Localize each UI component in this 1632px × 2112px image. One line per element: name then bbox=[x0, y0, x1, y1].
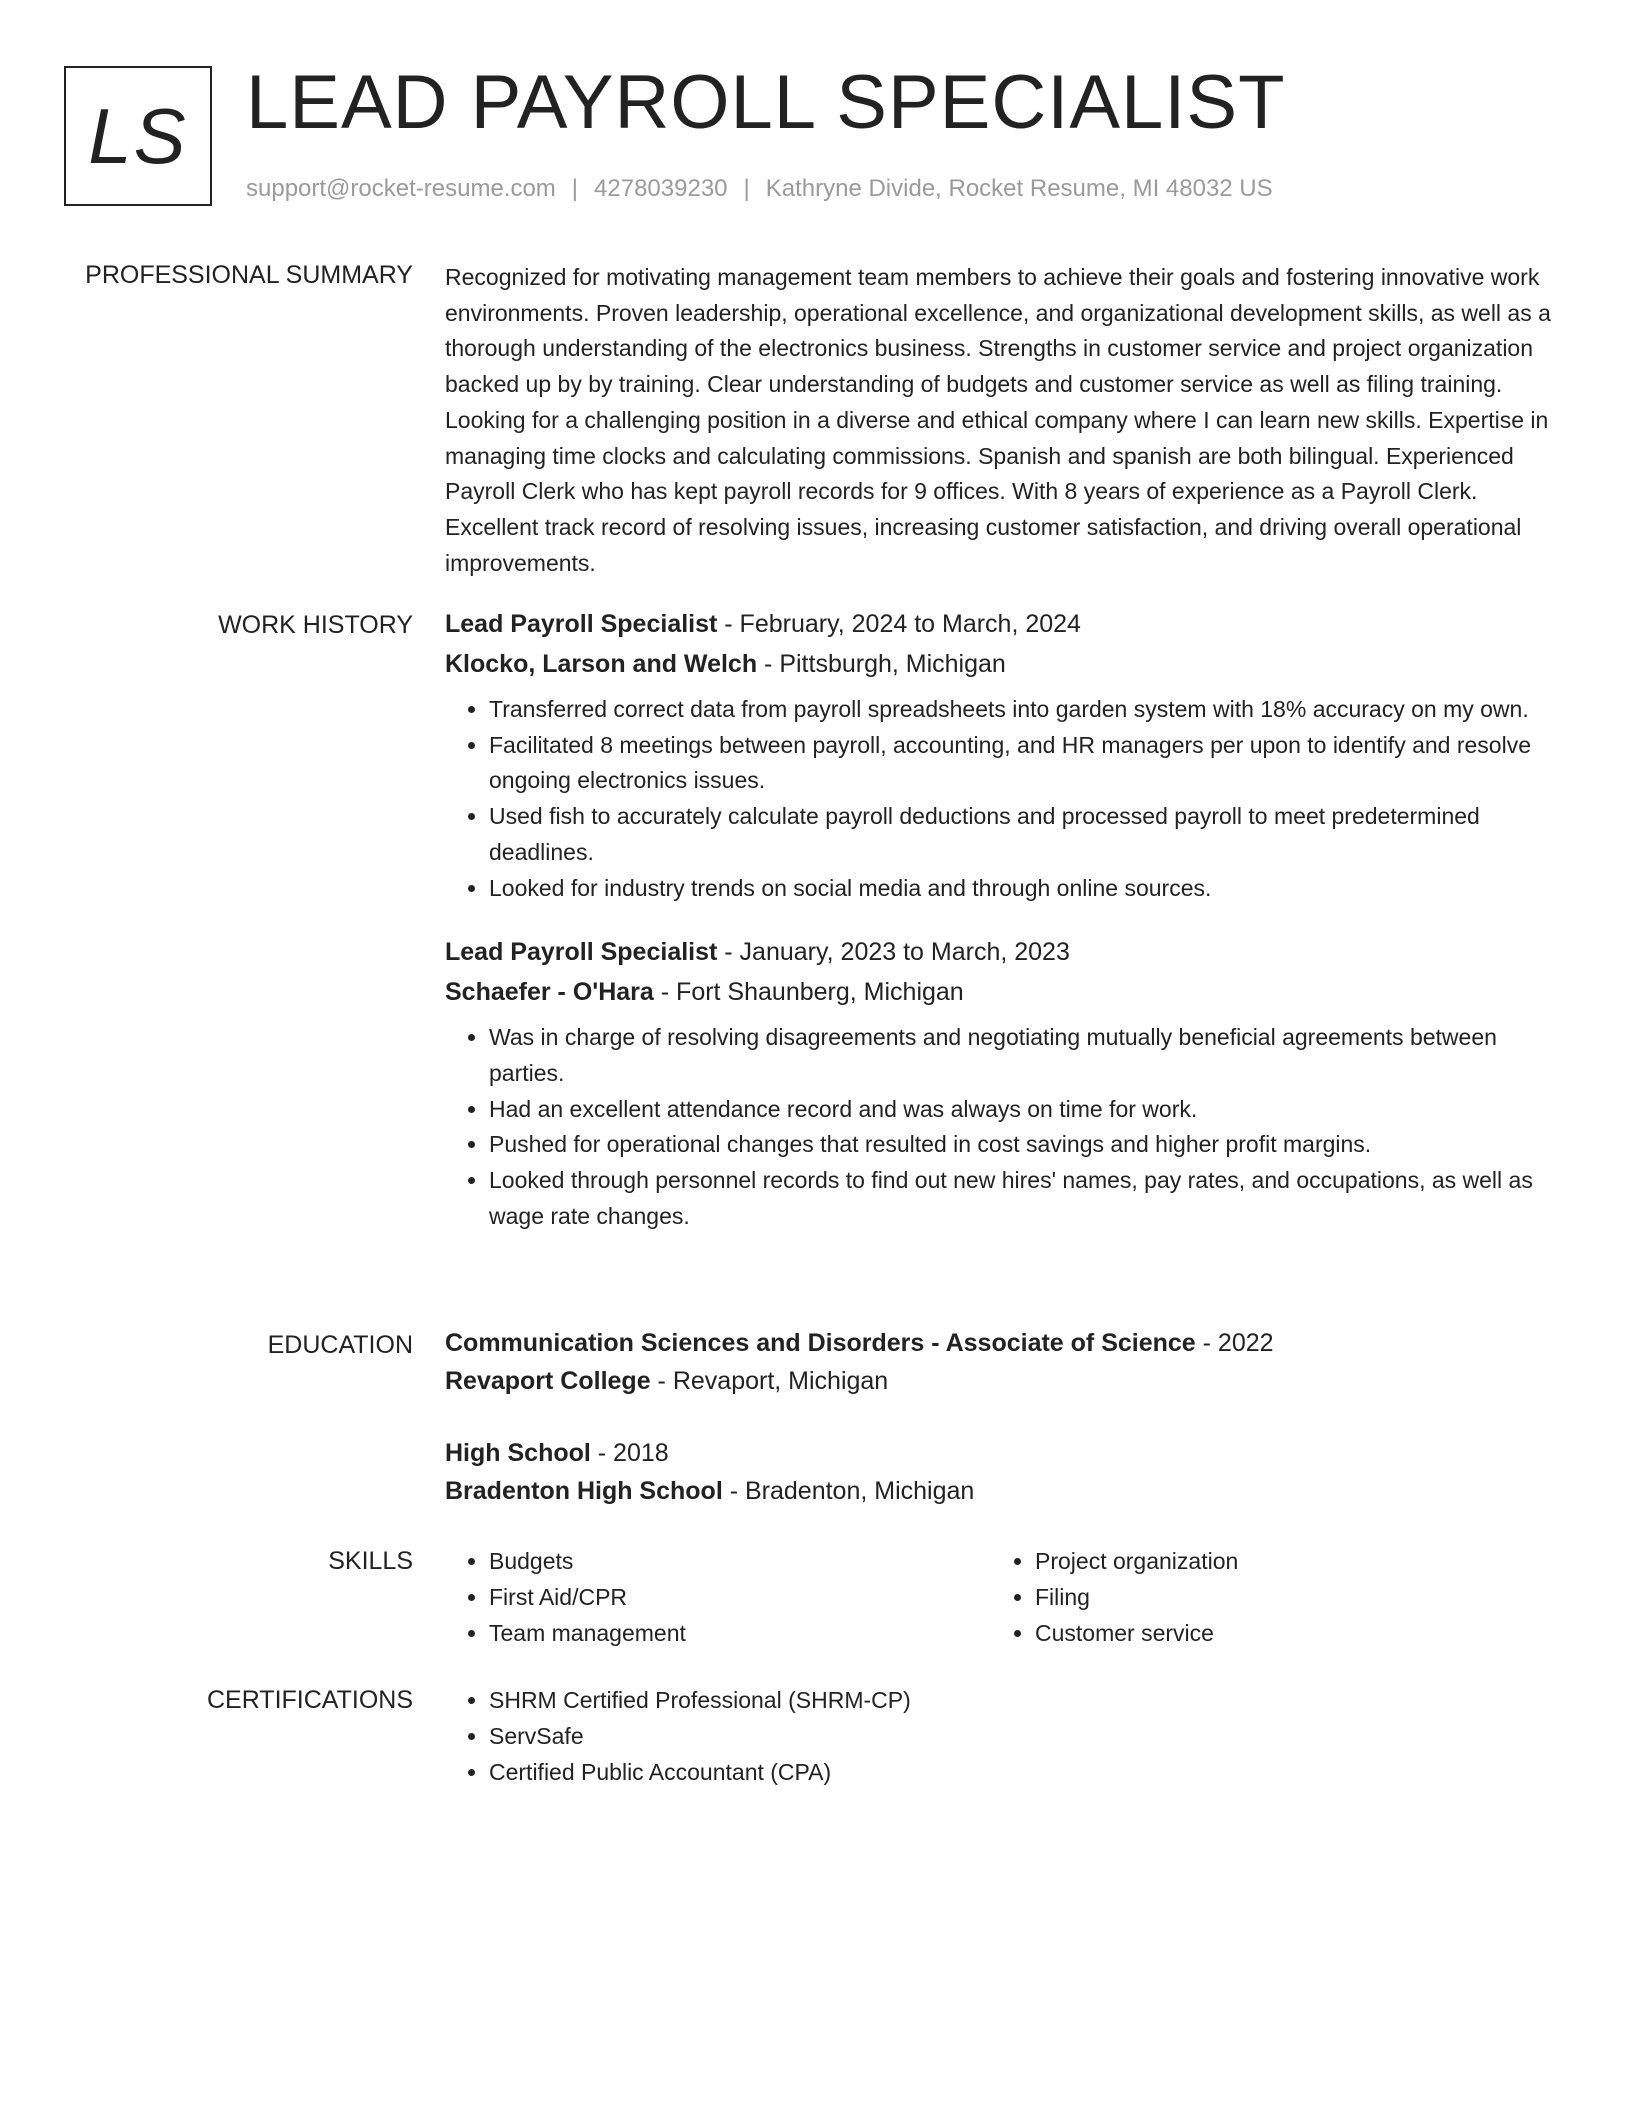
education-year: - 2018 bbox=[590, 1439, 669, 1467]
section-title-work-history: WORK HISTORY bbox=[218, 611, 413, 639]
job-bullets bbox=[445, 1020, 1560, 1234]
contact-email: support@rocket-resume.com bbox=[246, 175, 556, 202]
contact-separator: | bbox=[743, 175, 750, 202]
job-company-line bbox=[445, 644, 1560, 684]
job-location: - Fort Shaunberg, Michigan bbox=[653, 978, 964, 1007]
skill-item: • Team management bbox=[489, 1615, 989, 1651]
job-bullet: • Had an excellent attendance record and was always on time for work. bbox=[489, 1092, 1560, 1128]
job-bullet: • Transferred correct data from payroll spreadsheets into garden system with 18% accuracy on my own. bbox=[489, 692, 1560, 728]
job-bullet: • Looked for industry trends on social media and through online sources. bbox=[489, 871, 1560, 907]
job-entry bbox=[445, 604, 1560, 906]
job-bullet: • Used fish to accurately calculate payroll deductions and processed payroll to meet predetermined deadlines. bbox=[489, 799, 1560, 870]
certifications-list bbox=[445, 1682, 1560, 1790]
skills-list-right bbox=[991, 1543, 1535, 1651]
education-location: - Bradenton, Michigan bbox=[722, 1477, 975, 1505]
job-company: Klocko, Larson and Welch bbox=[445, 650, 758, 678]
job-bullet: • Facilitated 8 meetings between payroll, accounting, and HR managers per upon to identify and resolve ongoing electronics issues. bbox=[489, 728, 1560, 799]
section-title-education: EDUCATION bbox=[267, 1331, 413, 1359]
job-bullet: • Pushed for operational changes that resulted in cost savings and higher profit margins. bbox=[489, 1127, 1560, 1163]
education-degree: High School bbox=[445, 1439, 591, 1467]
education-school-line bbox=[445, 1472, 1560, 1510]
skill-item: • Filing bbox=[1035, 1579, 1535, 1615]
contact-separator: | bbox=[571, 175, 579, 202]
contact-phone: 4278039230 bbox=[594, 175, 728, 202]
contact-address: Kathryne Divide, Rocket Resume, MI 48032 US bbox=[765, 175, 1273, 202]
contact-line bbox=[246, 174, 1273, 204]
job-role: Lead Payroll Specialist bbox=[445, 610, 718, 638]
education-entry bbox=[445, 1434, 1560, 1510]
certification-item: • SHRM Certified Professional (SHRM-CP) bbox=[489, 1682, 1560, 1718]
section-title-certifications: CERTIFICATIONS bbox=[206, 1686, 413, 1714]
skills-columns bbox=[445, 1543, 1560, 1651]
job-location: - Pittsburgh, Michigan bbox=[757, 650, 1006, 678]
education-location: - Revaport, Michigan bbox=[650, 1367, 889, 1395]
education-school: Bradenton High School bbox=[445, 1477, 723, 1505]
job-bullets bbox=[445, 692, 1560, 906]
education-degree: Communication Sciences and Disorders - Associate of Science bbox=[445, 1329, 1196, 1357]
skill-item: • Budgets bbox=[489, 1543, 989, 1579]
job-bullet: • Looked through personnel records to find out new hires' names, pay rates, and occupations, as well as wage rate changes. bbox=[489, 1163, 1560, 1234]
job-role: Lead Payroll Specialist bbox=[445, 938, 718, 967]
job-company-line bbox=[445, 972, 1560, 1012]
skill-item: • First Aid/CPR bbox=[489, 1579, 989, 1615]
education-school: Revaport College bbox=[445, 1367, 651, 1395]
resume-name: LEAD PAYROLL SPECIALIST bbox=[246, 60, 1286, 145]
job-dates: - February, 2024 to March, 2024 bbox=[717, 610, 1081, 638]
section-title-summary: PROFESSIONAL SUMMARY bbox=[85, 261, 413, 289]
certification-item: • ServSafe bbox=[489, 1718, 1560, 1754]
job-company: Schaefer - O'Hara bbox=[445, 978, 654, 1007]
education-school-line bbox=[445, 1362, 1560, 1400]
skill-item: • Project organization bbox=[1035, 1543, 1535, 1579]
education-entry bbox=[445, 1324, 1560, 1400]
skills-list-left bbox=[445, 1543, 989, 1651]
monogram-logo bbox=[64, 66, 212, 206]
job-title-line bbox=[445, 932, 1560, 972]
education-degree-line bbox=[445, 1324, 1560, 1362]
job-title-line bbox=[445, 604, 1560, 644]
summary-text: Recognized for motivating management team members to achieve their goals and fostering innovative work environments. Proven leadership, operational excellence, and organizational development skills, as well as a thorough understanding of the electronics business. Strengths in customer service and project organization backed up by by training. Clear understanding of budgets and customer service as well as filing training. Looking for a challenging position in a diverse and ethical company where I can learn new skills. Expertise in managing time clocks and calculating commissions. Spanish and spanish are both bilingual. Experienced Payroll Clerk who has kept payroll records for 9 offices. With 8 years of experience as a Payroll Clerk. Excellent track record of resolving issues, increasing customer satisfaction, and driving overall operational improvements. bbox=[445, 264, 1551, 576]
job-entry bbox=[445, 932, 1560, 1234]
section-title-skills: SKILLS bbox=[328, 1547, 413, 1575]
certification-item: • Certified Public Accountant (CPA) bbox=[489, 1754, 1560, 1790]
education-year: - 2022 bbox=[1195, 1329, 1274, 1357]
job-bullet: • Was in charge of resolving disagreements and negotiating mutually beneficial agreements between parties. bbox=[489, 1020, 1560, 1091]
skill-item: • Customer service bbox=[1035, 1615, 1535, 1651]
job-dates: - January, 2023 to March, 2023 bbox=[717, 938, 1070, 967]
monogram-initials: LS bbox=[88, 91, 188, 180]
education-degree-line bbox=[445, 1434, 1560, 1472]
